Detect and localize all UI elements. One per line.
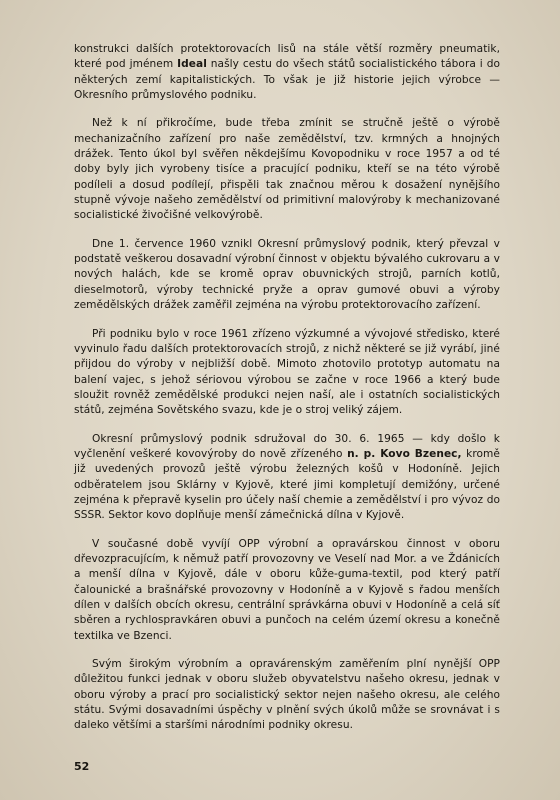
paragraph bbox=[74, 432, 500, 524]
paragraph bbox=[74, 537, 500, 644]
text-run: konstrukci dalších protektorovacích lisů na stále větší rozměry pneumatik, které pod jménem bbox=[74, 43, 500, 71]
text-run: Okresní průmyslový podnik sdružoval do 30. 6. 1965 — kdy došlo k vyčlenění veškeré kovovýroby do nově zřízeného bbox=[74, 432, 500, 460]
paragraph bbox=[74, 657, 500, 734]
text-run: Než k ní přikročíme, bude třeba zmínit se stručně ještě o výrobě mechanizačního zařízení pro naše zemědělství, tzv. krmných a hnojných drážek. Tento úkol byl svěřen někdejšímu Kovopodniku v roce 1957 a od té doby byly jich vyrobeny tisíce a pracující podniku, kteří se na této výrobě podíleli a dosud podílejí, přispěli tak značnou měrou k dosažení nynějšího stupně vývoje našeho zemědělství od primitivní malovýroby k mechanizované socialistické živočišné velkovýrobě. bbox=[74, 117, 500, 222]
paragraph bbox=[74, 42, 500, 103]
text-run: V současné době vyvíjí OPP výrobní a opravárskou činnost v oboru dřevozpracujícím, k němuž patří provozovny ve Veselí nad Mor. a ve Ždánicích a menší dílna v Kyjově, dále v oboru kůže-guma-textil, pod který patří čalounické a brašnářské provozovny v Hodoníně a v Kyjově s řadou menších dílen v dalších obcích okresu, centrální správkárna obuvi v Hodoníně a celá síť sběren a rychlospravkáren obuvi a punčoch na celém území okresu a konečně textilka ve Bzenci. bbox=[74, 537, 500, 642]
page-number: 52 bbox=[74, 760, 90, 773]
paragraph bbox=[74, 116, 500, 223]
text-run: Při podniku bylo v roce 1961 zřízeno výzkumné a vývojové středisko, které vyvinulo řadu dalších protektorovacích strojů, z nichž některé se již vyrábí, jiné přijdou do výroby v nejbližší době. Mimoto zhotovilo prototyp automatu na balení vajec, s jehož sériovou výrobou se začne v roce 1966 a který bude sloužit rovněž zemědělské produkci nejen naší, ale i ostatních socialistických států, zejména Sovětského svazu, kde je o stroj veliký zájem. bbox=[74, 327, 500, 417]
paragraph bbox=[74, 237, 500, 314]
bold-text: Ideal bbox=[177, 58, 207, 71]
text-run: Dne 1. července 1960 vznikl Okresní průmyslový podnik, který převzal v podstatě veškerou dosavadní výrobní činnost v objektu bývalého cukrovaru a v nových halách, kde se kromě oprav obuvnických strojů, parních kotlů, dieselmotorů, výroby technické pryže a oprav gumové obuvi a výroby zemědělských drážek zaměřil zejména na výrobu protektorovacího zařízení. bbox=[74, 237, 500, 312]
bold-text: n. p. Kovo Bzenec, bbox=[347, 447, 462, 460]
text-run: kromě již uvedených provozů ještě výrobu železných košů v Hodoníně. Jejich odběratelem jsou Sklárny v Kyjově, které jimi kompletují demižóny, určené zejména k přepravě kyselin pro účely naší chemie a zemědělství i pro vývoz do SSSR. Sektor kovo doplňuje menší zámečnická dílna v Kyjově. bbox=[74, 447, 500, 522]
text-run: našly cestu do všech států socialistického tábora i do některých zemí kapitalistických. To však je již historie jejich výrobce — Okresního průmyslového podniku. bbox=[74, 58, 500, 102]
body-text bbox=[74, 42, 500, 734]
paragraph bbox=[74, 327, 500, 419]
text-run: Svým širokým výrobním a opravárenským zaměřením plní nynější OPP důležitou funkci jednak v oboru služeb obyvatelstvu našeho okresu, jednak v oboru výroby a prací pro socialistický sektor nejen našeho okresu, ale celého státu. Svými dosavadními úspěchy v plnění svých úkolů může se srovnávat i s daleko většími a staršími národními podniky okresu. bbox=[74, 658, 500, 732]
